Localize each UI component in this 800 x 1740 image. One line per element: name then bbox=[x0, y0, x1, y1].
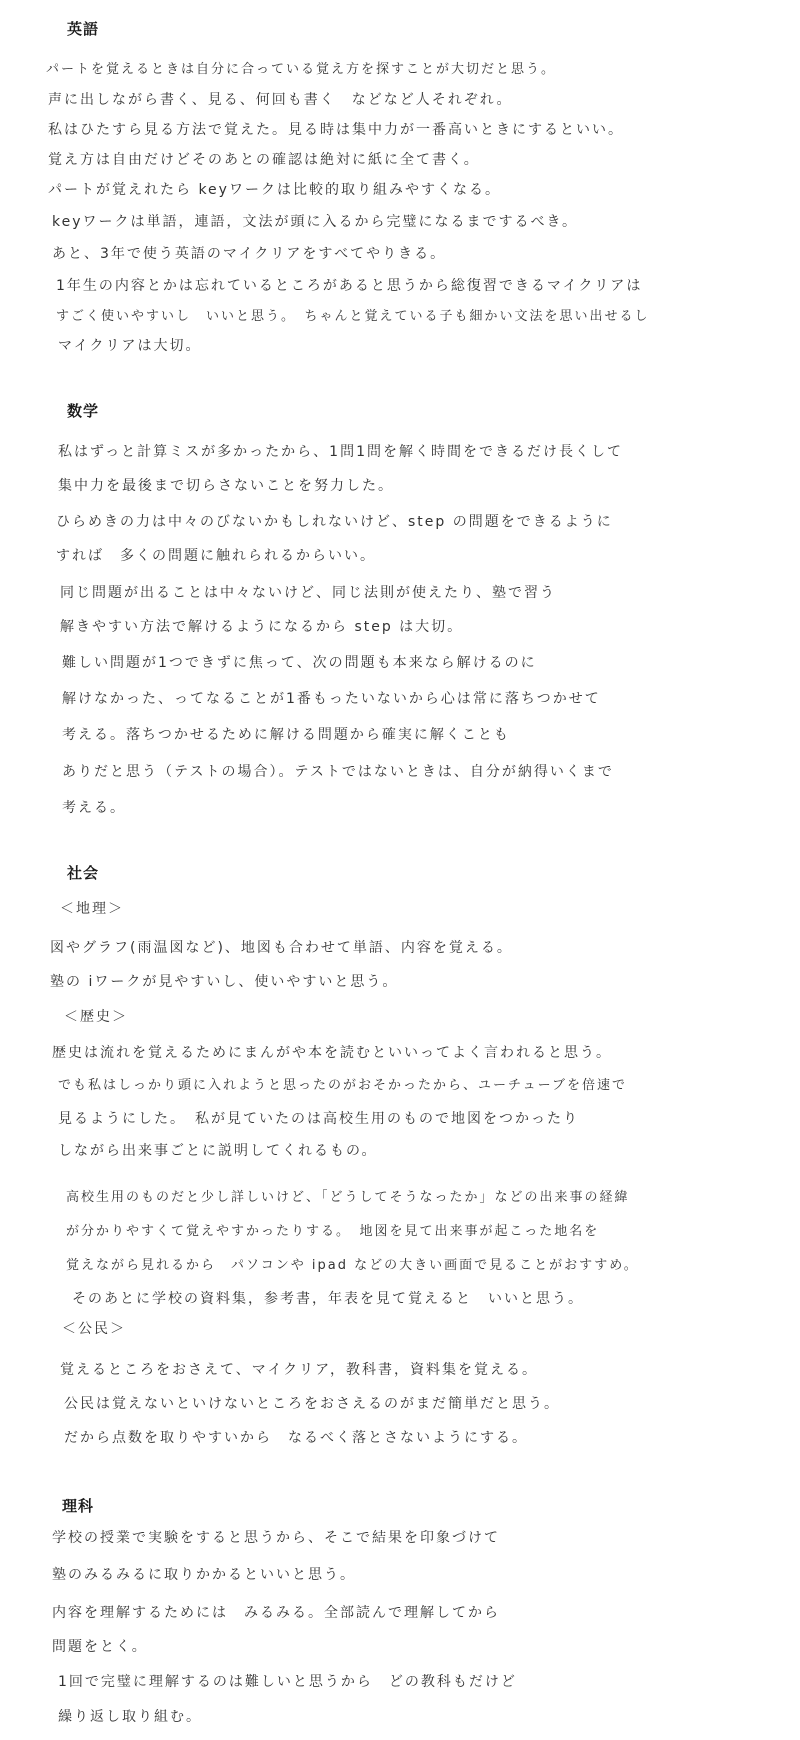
note-line: が分かりやすくて覚えやすかったりする。 地図を見て出来事が起こった地名を bbox=[66, 1224, 600, 1239]
note-line: しながら出来事ごとに説明してくれるもの。 bbox=[58, 1143, 378, 1159]
section-heading-social-studies: 社会 bbox=[67, 864, 100, 882]
note-line: パートを覚えるときは自分に合っている覚え方を探すことが大切だと思う。 bbox=[46, 62, 557, 77]
note-line: だから点数を取りやすいから なるべく落とさないようにする。 bbox=[64, 1430, 528, 1446]
note-line: あと、3年で使う英語のマイクリアをすべてやりきる。 bbox=[52, 246, 447, 262]
note-line: 解けなかった、ってなることが1番もったいないから心は常に落ちつかせて bbox=[62, 691, 601, 707]
subheading-geography: ＜地理＞ bbox=[60, 901, 124, 917]
note-line: マイクリアは大切。 bbox=[58, 338, 202, 354]
section-heading-math: 数学 bbox=[67, 402, 100, 420]
note-line: ひらめきの力は中々のびないかもしれないけど、step の問題をできるように bbox=[56, 514, 613, 530]
section-heading-science: 理科 bbox=[62, 1497, 95, 1515]
note-line: 歴史は流れを覚えるためにまんがや本を読むといいってよく言われると思う。 bbox=[52, 1045, 612, 1061]
note-line: パートが覚えれたら keyワークは比較的取り組みやすくなる。 bbox=[48, 182, 501, 198]
note-line: 私はひたすら見る方法で覚えた。見る時は集中力が一番高いときにするといい。 bbox=[48, 122, 624, 138]
note-line: 私はずっと計算ミスが多かったから、1問1問を解く時間をできるだけ長くして bbox=[58, 444, 623, 460]
note-line: 問題をとく。 bbox=[52, 1639, 148, 1655]
note-line: 同じ問題が出ることは中々ないけど、同じ法則が使えたり、塾で習う bbox=[60, 585, 556, 601]
note-line: すごく使いやすいし いいと思う。 ちゃんと覚えている子も細かい文法を思い出せるし bbox=[56, 309, 650, 324]
section-heading-english: 英語 bbox=[67, 20, 100, 38]
note-line: 繰り返し取り組む。 bbox=[58, 1709, 202, 1725]
note-line: 1回で完璧に理解するのは難しいと思うから どの教科もだけど bbox=[58, 1674, 517, 1690]
note-line: keyワークは単語，連語，文法が頭に入るから完璧になるまでするべき。 bbox=[52, 214, 578, 230]
note-line: 1年生の内容とかは忘れているところがあると思うから総復習できるマイクリアは bbox=[56, 278, 643, 294]
note-line: すれば 多くの問題に触れられるからいい。 bbox=[56, 548, 376, 564]
note-line: 覚えるところをおさえて、マイクリア，教科書，資料集を覚える。 bbox=[60, 1362, 539, 1378]
note-line: そのあとに学校の資料集，参考書，年表を見て覚えると いいと思う。 bbox=[72, 1291, 584, 1307]
subheading-civics: ＜公民＞ bbox=[62, 1321, 126, 1337]
note-line: でも私はしっかり頭に入れようと思ったのがおそかったから、ユーチューブを倍速で bbox=[58, 1078, 627, 1093]
note-line: 難しい問題が1つできずに焦って、次の問題も本来なら解けるのに bbox=[62, 655, 537, 671]
note-line: 塾のみるみるに取りかかるといいと思う。 bbox=[52, 1567, 356, 1583]
note-line: 覚え方は自由だけどそのあとの確認は絶対に紙に全て書く。 bbox=[48, 152, 480, 168]
note-line: 覚えながら見れるから パソコンや ipad などの大きい画面で見ることがおすすめ。 bbox=[66, 1258, 639, 1273]
note-line: 見るようにした。 私が見ていたのは高校生用のもので地図をつかったり bbox=[58, 1111, 579, 1127]
note-line: 塾の iワークが見やすいし、使いやすいと思う。 bbox=[50, 974, 399, 990]
note-line: 学校の授業で実験をすると思うから、そこで結果を印象づけて bbox=[52, 1530, 500, 1546]
note-line: 考える。落ちつかせるために解ける問題から確実に解くことも bbox=[62, 727, 510, 743]
note-line: ありだと思う（テストの場合）。テストではないときは、自分が納得いくまで bbox=[62, 764, 614, 780]
note-line: 公民は覚えないといけないところをおさえるのがまだ簡単だと思う。 bbox=[64, 1396, 560, 1412]
note-line: 高校生用のものだと少し詳しいけど、「どうしてそうなったか」などの出来事の経緯 bbox=[66, 1190, 630, 1205]
subheading-history: ＜歴史＞ bbox=[64, 1009, 128, 1025]
note-line: 図やグラフ(雨温図など)、地図も合わせて単語、内容を覚える。 bbox=[50, 940, 513, 956]
note-line: 考える。 bbox=[62, 800, 126, 816]
note-line: 内容を理解するためには みるみる。全部読んで理解してから bbox=[52, 1605, 500, 1621]
note-line: 集中力を最後まで切らさないことを努力した。 bbox=[58, 478, 394, 494]
note-line: 解きやすい方法で解けるようになるから step は大切。 bbox=[60, 619, 464, 635]
note-line: 声に出しながら書く、見る、何回も書く などなど人それぞれ。 bbox=[48, 92, 513, 108]
